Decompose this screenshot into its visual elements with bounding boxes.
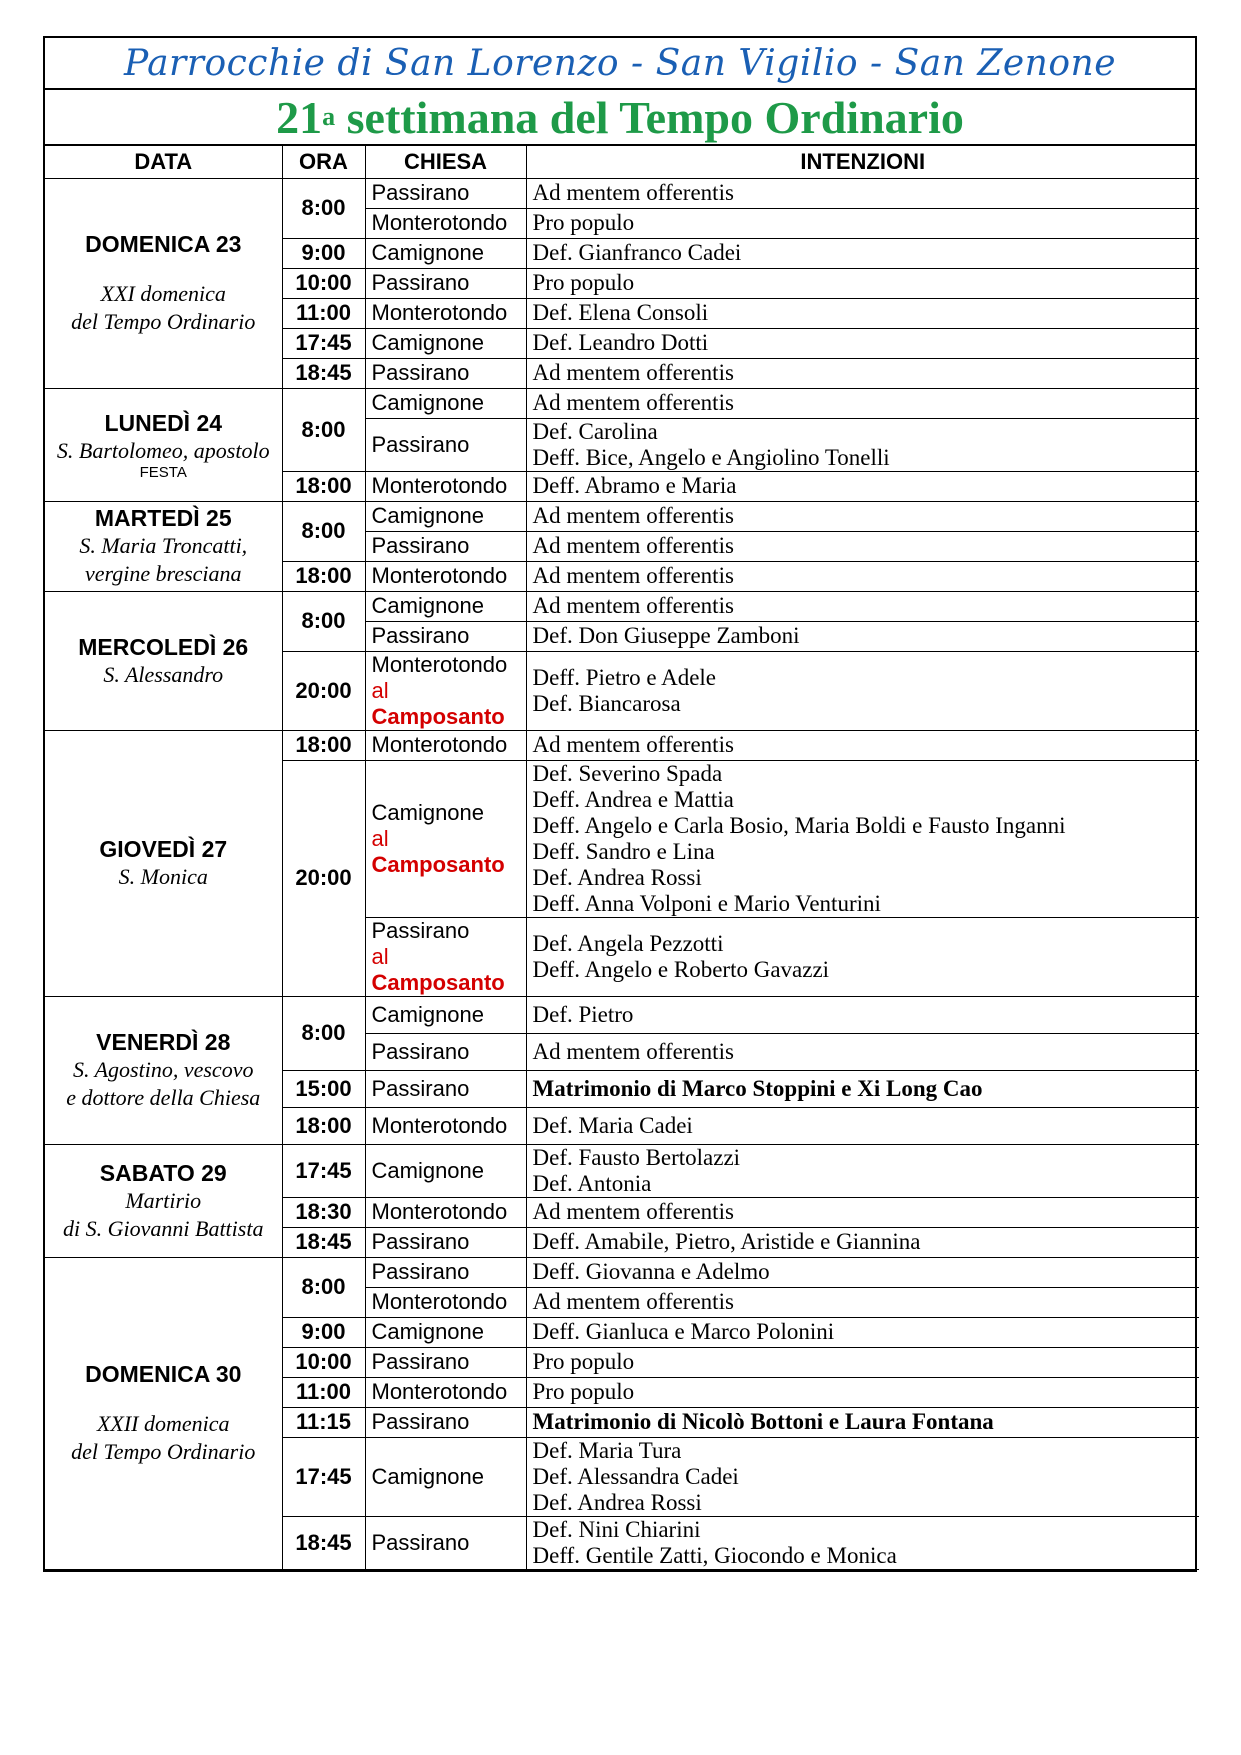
church-name: Passirano — [371, 431, 470, 457]
church-cell — [365, 996, 526, 1033]
intentions-cell — [526, 917, 1199, 996]
church-name: Monterotondo — [371, 210, 508, 235]
day-label: DOMENICA 23 — [85, 231, 242, 257]
cemetery-word: Camposanto — [371, 969, 505, 995]
column-header-church: CHIESA — [365, 146, 526, 178]
week-number: 21 — [276, 91, 323, 143]
church-name: Passirano — [371, 1229, 470, 1254]
church-name: Passirano — [371, 180, 470, 205]
church-name: Passirano — [371, 1349, 470, 1374]
intention-line: Deff. Gentile Zatti, Giocondo e Monica — [532, 1542, 897, 1568]
intention-line: Def. Biancarosa — [532, 690, 681, 716]
cemetery-note — [372, 678, 520, 730]
day-cell — [45, 178, 282, 388]
church-cell — [365, 1197, 526, 1227]
time-cell: 8:00 — [282, 388, 365, 471]
cemetery-word: Camposanto — [371, 703, 505, 729]
church-cell — [365, 238, 526, 268]
intentions-cell — [526, 1033, 1199, 1070]
intention-line: Ad mentem offerentis — [532, 593, 734, 618]
church-name: Passirano — [371, 917, 470, 943]
church-name: Camignone — [371, 390, 485, 415]
church-name: Camignone — [371, 1463, 485, 1489]
church-name: Passirano — [371, 270, 470, 295]
intentions-cell — [526, 531, 1199, 561]
church-cell — [365, 760, 526, 917]
intentions-cell — [526, 1347, 1199, 1377]
time-cell: 9:00 — [282, 1317, 365, 1347]
intention-line: Def. Pietro — [532, 1001, 634, 1027]
intention-line: Deff. Amabile, Pietro, Aristide e Giannina — [532, 1229, 921, 1254]
intention-line: Def. Andrea Rossi — [532, 864, 702, 890]
schedule-row — [45, 1257, 1199, 1287]
church-name: Monterotondo — [371, 563, 508, 588]
week-title-text: settimana del Tempo Ordinario — [346, 91, 964, 143]
cemetery-prefix: al — [371, 677, 389, 703]
day-label: DOMENICA 30 — [85, 1361, 242, 1387]
cemetery-word: Camposanto — [371, 851, 505, 877]
church-cell — [365, 298, 526, 328]
intention-line: Deff. Sandro e Lina — [532, 838, 715, 864]
intention-line: Def. Gianfranco Cadei — [532, 240, 742, 265]
time-cell: 18:00 — [282, 561, 365, 591]
time-cell: 11:00 — [282, 1377, 365, 1407]
church-name: Monterotondo — [371, 1289, 508, 1314]
intention-line: Def. Don Giuseppe Zamboni — [532, 623, 800, 648]
time-cell: 8:00 — [282, 501, 365, 561]
cemetery-prefix: al — [371, 943, 389, 969]
saint-line: S. Alessandro — [103, 661, 224, 687]
church-cell — [365, 388, 526, 418]
intention-line: Def. Leandro Dotti — [532, 330, 709, 355]
church-cell — [365, 178, 526, 208]
intention-line: Pro populo — [532, 270, 635, 295]
church-cell — [365, 358, 526, 388]
cemetery-note — [372, 944, 520, 996]
church-name: Passirano — [371, 1038, 470, 1064]
church-name: Camignone — [371, 240, 485, 265]
church-name: Passirano — [371, 1409, 470, 1434]
church-cell — [365, 1407, 526, 1437]
church-name: Camignone — [371, 1157, 485, 1183]
saint-line: del Tempo Ordinario — [71, 1439, 256, 1464]
parishes-title: Parrocchie di San Lorenzo - San Vigilio - San Zenone — [45, 38, 1195, 90]
schedule-row — [45, 730, 1199, 760]
intention-line: Ad mentem offerentis — [532, 732, 734, 757]
church-cell — [365, 1107, 526, 1144]
time-cell: 10:00 — [282, 268, 365, 298]
day-cell — [45, 591, 282, 730]
church-name: Passirano — [371, 1529, 470, 1555]
day-cell — [45, 730, 282, 996]
day-cell — [45, 996, 282, 1144]
intention-line: Deff. Angelo e Roberto Gavazzi — [532, 956, 830, 982]
intentions-cell — [526, 1377, 1199, 1407]
church-cell — [365, 328, 526, 358]
church-name: Monterotondo — [371, 300, 508, 325]
intention-line: Def. Andrea Rossi — [532, 1489, 702, 1515]
church-name: Passirano — [371, 533, 470, 558]
time-cell: 18:45 — [282, 1227, 365, 1257]
day-cell — [45, 388, 282, 501]
time-cell: 17:45 — [282, 1144, 365, 1197]
intentions-cell — [526, 621, 1199, 651]
saint-line: S. Agostino, vescovo — [73, 1057, 254, 1082]
intentions-cell — [526, 178, 1199, 208]
church-cell — [365, 621, 526, 651]
church-cell — [365, 561, 526, 591]
intentions-cell — [526, 208, 1199, 238]
week-title — [45, 90, 1195, 146]
church-cell — [365, 471, 526, 501]
spacer — [51, 1388, 276, 1410]
intention-line: Pro populo — [532, 1379, 635, 1404]
church-name: Passirano — [371, 623, 470, 648]
church-name: Passirano — [371, 1259, 470, 1284]
church-cell — [365, 1377, 526, 1407]
church-cell — [365, 208, 526, 238]
time-cell: 20:00 — [282, 760, 365, 996]
church-cell — [365, 917, 526, 996]
cemetery-prefix: al — [371, 825, 389, 851]
church-cell — [365, 730, 526, 760]
intentions-cell — [526, 1516, 1199, 1569]
intentions-cell — [526, 1257, 1199, 1287]
intentions-cell — [526, 591, 1199, 621]
time-cell: 18:00 — [282, 1107, 365, 1144]
intention-line: Def. Nini Chiarini — [532, 1516, 701, 1542]
church-name: Monterotondo — [371, 1199, 508, 1224]
intentions-cell — [526, 1407, 1199, 1437]
church-cell — [365, 591, 526, 621]
intentions-cell — [526, 1107, 1199, 1144]
church-cell — [365, 1437, 526, 1516]
intentions-cell — [526, 418, 1199, 471]
intention-line: Def. Angela Pezzotti — [532, 930, 724, 956]
day-cell — [45, 1144, 282, 1257]
saint-line: XXII domenica — [96, 1411, 230, 1436]
church-cell — [365, 1257, 526, 1287]
intention-line: Deff. Anna Volponi e Mario Venturini — [532, 890, 881, 916]
intention-line: Ad mentem offerentis — [532, 1289, 734, 1314]
day-label: VENERDÌ 28 — [96, 1029, 231, 1055]
intention-line: Deff. Pietro e Adele — [532, 664, 717, 690]
saint-line: XXI domenica — [100, 281, 226, 306]
intention-line: Ad mentem offerentis — [532, 180, 734, 205]
column-header-time: ORA — [282, 146, 365, 178]
intention-line: Pro populo — [532, 210, 635, 235]
intention-line: Def. Fausto Bertolazzi — [532, 1144, 741, 1170]
intention-line: Def. Elena Consoli — [532, 300, 709, 325]
schedule-sheet — [43, 36, 1197, 1572]
intentions-cell — [526, 760, 1199, 917]
intention-line: Deff. Abramo e Maria — [532, 473, 737, 498]
church-name: Camignone — [371, 503, 485, 528]
intention-line: Def. Severino Spada — [532, 760, 723, 786]
intentions-cell — [526, 358, 1199, 388]
time-cell: 10:00 — [282, 1347, 365, 1377]
intention-line: Deff. Giovanna e Adelmo — [532, 1259, 770, 1284]
time-cell: 11:00 — [282, 298, 365, 328]
saint-line: S. Monica — [118, 864, 208, 889]
schedule-row — [45, 1144, 1199, 1197]
church-name: Monterotondo — [371, 1112, 508, 1138]
church-cell — [365, 1033, 526, 1070]
intention-line: Deff. Bice, Angelo e Angiolino Tonelli — [532, 444, 890, 470]
day-cell — [45, 1257, 282, 1569]
church-cell — [365, 651, 526, 730]
intentions-cell — [526, 1070, 1199, 1107]
church-name: Passirano — [371, 1075, 470, 1101]
time-cell: 15:00 — [282, 1070, 365, 1107]
time-cell: 9:00 — [282, 238, 365, 268]
time-cell: 18:30 — [282, 1197, 365, 1227]
intentions-cell — [526, 651, 1199, 730]
time-cell: 18:00 — [282, 730, 365, 760]
church-name: Camignone — [371, 593, 485, 618]
intention-line: Deff. Andrea e Mattia — [532, 786, 734, 812]
intention-line: Ad mentem offerentis — [532, 360, 734, 385]
intention-line: Pro populo — [532, 1349, 635, 1374]
intention-line: Matrimonio di Nicolò Bottoni e Laura Fontana — [532, 1409, 994, 1434]
time-cell: 17:45 — [282, 328, 365, 358]
church-name: Camignone — [371, 1001, 485, 1027]
day-label: MERCOLEDÌ 26 — [78, 633, 249, 660]
church-cell — [365, 418, 526, 471]
column-header-date: DATA — [45, 146, 282, 178]
church-cell — [365, 268, 526, 298]
church-cell — [365, 1144, 526, 1197]
schedule-row — [45, 996, 1199, 1033]
intentions-cell — [526, 1287, 1199, 1317]
church-name: Monterotondo — [371, 473, 508, 498]
week-suffix: a — [322, 102, 336, 131]
church-name: Camignone — [371, 1319, 485, 1344]
header-row — [45, 146, 1199, 178]
time-cell: 17:45 — [282, 1437, 365, 1516]
church-cell — [365, 501, 526, 531]
church-name: Monterotondo — [371, 732, 508, 757]
spacer — [51, 258, 276, 280]
intention-line: Ad mentem offerentis — [532, 503, 734, 528]
column-header-intentions: INTENZIONI — [526, 146, 1199, 178]
saint-line: S. Bartolomeo, apostolo — [56, 437, 270, 463]
intentions-cell — [526, 1144, 1199, 1197]
church-cell — [365, 1227, 526, 1257]
church-cell — [365, 1317, 526, 1347]
intentions-cell — [526, 298, 1199, 328]
cemetery-note — [372, 826, 520, 878]
schedule-body — [45, 178, 1199, 1569]
saint-line: del Tempo Ordinario — [71, 309, 256, 334]
intentions-cell — [526, 1317, 1199, 1347]
church-name: Camignone — [371, 799, 485, 825]
schedule-row — [45, 178, 1199, 208]
intention-line: Def. Alessandra Cadei — [532, 1463, 739, 1489]
time-cell: 18:00 — [282, 471, 365, 501]
time-cell: 8:00 — [282, 996, 365, 1070]
church-name: Passirano — [371, 360, 470, 385]
church-cell — [365, 1347, 526, 1377]
intention-line: Matrimonio di Marco Stoppini e Xi Long Cao — [532, 1075, 983, 1101]
church-name: Monterotondo — [371, 1379, 508, 1404]
mass-schedule-table — [45, 146, 1199, 1570]
saint-line: Martirio — [125, 1187, 202, 1213]
intentions-cell — [526, 238, 1199, 268]
day-cell — [45, 501, 282, 591]
intention-line: Deff. Gianluca e Marco Polonini — [532, 1319, 835, 1344]
intention-line: Ad mentem offerentis — [532, 1199, 734, 1224]
intention-line: Ad mentem offerentis — [532, 533, 734, 558]
day-label: MARTEDÌ 25 — [94, 505, 232, 531]
church-name: Monterotondo — [371, 651, 508, 677]
church-cell — [365, 1070, 526, 1107]
day-label: GIOVEDÌ 27 — [99, 836, 228, 862]
intention-line: Def. Antonia — [532, 1170, 652, 1196]
time-cell: 8:00 — [282, 1257, 365, 1317]
intention-line: Def. Maria Cadei — [532, 1112, 693, 1138]
saint-line: di S. Giovanni Battista — [63, 1215, 264, 1241]
intention-line: Def. Maria Tura — [532, 1437, 682, 1463]
time-cell: 18:45 — [282, 358, 365, 388]
intentions-cell — [526, 328, 1199, 358]
intentions-cell — [526, 1437, 1199, 1516]
time-cell: 8:00 — [282, 178, 365, 238]
intention-line: Ad mentem offerentis — [532, 1038, 734, 1064]
intention-line: Def. Carolina — [532, 418, 658, 444]
time-cell: 18:45 — [282, 1516, 365, 1569]
intentions-cell — [526, 730, 1199, 760]
time-cell: 8:00 — [282, 591, 365, 651]
intention-line: Ad mentem offerentis — [532, 563, 734, 588]
feast-rank: FESTA — [139, 463, 187, 481]
schedule-row — [45, 501, 1199, 531]
schedule-row — [45, 388, 1199, 418]
intention-line: Deff. Angelo e Carla Bosio, Maria Boldi e Fausto Inganni — [532, 812, 1066, 838]
intentions-cell — [526, 1227, 1199, 1257]
schedule-row — [45, 591, 1199, 621]
church-cell — [365, 1287, 526, 1317]
intentions-cell — [526, 996, 1199, 1033]
intentions-cell — [526, 1197, 1199, 1227]
intentions-cell — [526, 561, 1199, 591]
saint-line: e dottore della Chiesa — [66, 1085, 261, 1110]
day-label: LUNEDÌ 24 — [104, 409, 223, 436]
saint-line: vergine bresciana — [84, 561, 242, 586]
saint-line: S. Maria Troncatti, — [79, 533, 248, 558]
time-cell: 11:15 — [282, 1407, 365, 1437]
time-cell: 20:00 — [282, 651, 365, 730]
intentions-cell — [526, 268, 1199, 298]
church-cell — [365, 531, 526, 561]
day-label: SABATO 29 — [99, 1159, 227, 1186]
intentions-cell — [526, 471, 1199, 501]
intentions-cell — [526, 501, 1199, 531]
intentions-cell — [526, 388, 1199, 418]
church-cell — [365, 1516, 526, 1569]
church-name: Camignone — [371, 330, 485, 355]
intention-line: Ad mentem offerentis — [532, 390, 734, 415]
